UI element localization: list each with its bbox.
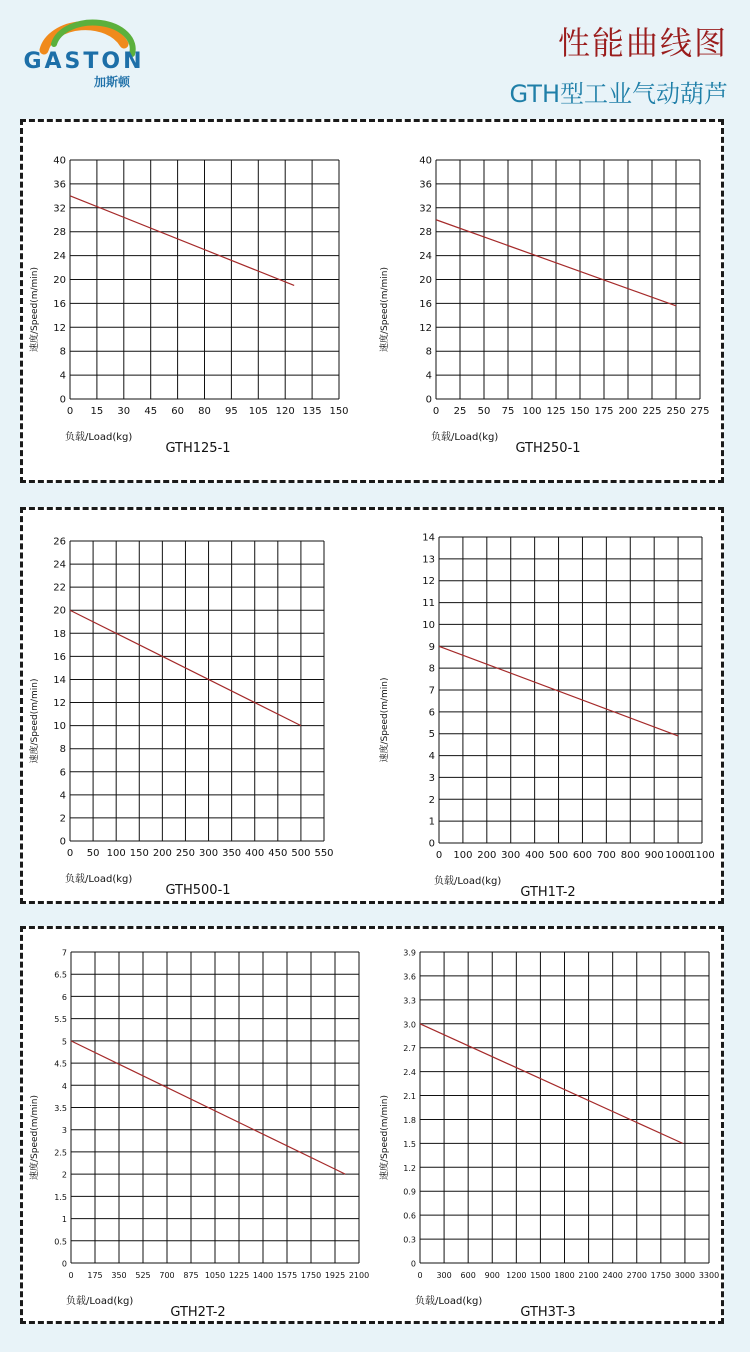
y-axis-label: 速度/Speed(m/min) [30,1094,40,1181]
chart-title: GTH2T-2 [170,1305,226,1320]
x-tick-label: 500 [291,848,311,859]
x-tick-label: 135 [302,406,322,417]
y-tick-label: 1 [61,1215,67,1225]
page-header [0,0,750,112]
y-tick-label: 6.5 [54,970,67,980]
y-tick-label: 6 [428,707,435,719]
x-tick-label: 1050 [204,1271,226,1280]
y-axis-label: 速度/Speed(m/min) [380,1094,390,1181]
chart-gth125-1 [23,122,373,480]
x-tick-label: 900 [644,850,664,861]
y-tick-label: 2.7 [403,1044,416,1054]
chart-title: GTH250-1 [515,441,581,456]
y-tick-label: 6 [61,992,67,1002]
y-tick-label: 0.5 [54,1237,67,1247]
y-tick-label: 22 [53,582,66,594]
x-tick-label: 60 [171,406,184,417]
y-tick-label: 32 [53,203,66,215]
x-tick-label: 75 [501,406,515,417]
y-tick-label: 20 [53,275,66,286]
y-tick-label: 40 [53,155,66,167]
y-tick-label: 40 [419,155,432,167]
x-tick-label: 1500 [530,1271,551,1280]
x-tick-label: 550 [314,848,334,859]
y-tick-label: 0 [428,838,435,850]
x-tick-label: 0 [435,850,443,861]
x-tick-label: 300 [198,848,219,859]
y-tick-label: 24 [419,251,432,263]
y-tick-label: 16 [53,298,66,310]
y-tick-label: 7 [61,948,67,958]
y-tick-label: 3.0 [403,1020,416,1030]
x-tick-label: 175 [594,406,614,417]
y-tick-label: 4 [59,790,66,802]
y-tick-label: 14 [422,532,435,544]
x-tick-label: 600 [460,1271,476,1280]
y-tick-label: 6 [59,767,66,779]
x-tick-label: 1200 [506,1271,527,1280]
x-tick-label: 95 [225,406,238,417]
x-tick-label: 700 [159,1271,175,1280]
y-tick-label: 0 [61,1259,67,1269]
x-tick-label: 0 [417,1271,423,1280]
x-tick-label: 30 [117,406,131,417]
y-tick-label: 9 [428,641,435,653]
gaston-logo [14,14,154,94]
y-tick-label: 28 [53,227,66,239]
x-tick-label: 1750 [300,1271,322,1280]
x-tick-label: 200 [152,848,172,859]
y-tick-label: 2 [61,1170,67,1180]
y-tick-label: 0 [59,394,66,406]
x-tick-label: 80 [198,406,211,417]
chart-gth1t-2 [373,510,723,901]
y-tick-label: 5.5 [54,1015,67,1025]
y-axis-label: 速度/Speed(m/min) [30,678,40,764]
x-tick-label: 800 [620,850,640,861]
panel-2 [20,507,724,904]
x-tick-label: 175 [87,1271,103,1280]
x-tick-label: 0 [66,848,74,859]
x-tick-label: 105 [248,406,268,417]
y-tick-label: 12 [422,576,435,588]
x-axis-label: 负载/Load(kg) [65,874,133,885]
x-tick-label: 100 [453,850,473,861]
x-tick-label: 525 [135,1271,151,1280]
chart-title: GTH3T-3 [520,1305,576,1320]
x-tick-label: 2400 [602,1271,623,1280]
x-tick-label: 100 [522,406,542,417]
y-tick-label: 11 [422,598,435,610]
y-tick-label: 1.5 [54,1192,67,1202]
x-tick-label: 3000 [674,1271,696,1280]
x-tick-label: 300 [436,1271,452,1280]
y-tick-label: 16 [53,651,66,663]
y-tick-label: 4.5 [54,1059,67,1069]
x-tick-label: 2100 [348,1271,370,1280]
x-axis-label: 负载/Load(kg) [415,1296,483,1307]
y-tick-label: 16 [419,298,432,310]
chart-title: GTH1T-2 [520,885,576,900]
x-tick-label: 45 [144,406,158,417]
chart-title: GTH500-1 [165,883,231,898]
y-tick-label: 32 [419,203,432,215]
chart-gth250-1 [373,122,723,480]
y-tick-label: 3 [428,772,435,784]
x-tick-label: 1100 [689,850,715,861]
y-tick-label: 2.4 [403,1068,416,1078]
x-tick-label: 50 [477,406,491,417]
y-tick-label: 20 [53,605,66,617]
y-tick-label: 8 [59,346,66,358]
x-tick-label: 1750 [650,1271,672,1280]
x-tick-label: 250 [175,848,196,859]
y-tick-label: 3.9 [403,948,416,958]
y-tick-label: 0.3 [403,1235,416,1245]
y-tick-label: 10 [422,619,435,631]
y-tick-label: 4 [61,1081,67,1091]
y-tick-label: 18 [53,628,66,640]
chart-gth500-1 [23,510,373,901]
y-tick-label: 0 [59,836,66,848]
x-axis-label: 负载/Load(kg) [431,432,499,443]
x-tick-label: 400 [245,848,265,859]
y-tick-label: 4 [425,370,432,382]
x-tick-label: 200 [618,406,638,417]
x-tick-label: 125 [546,406,566,417]
page-title: 性能曲线图 [557,24,728,62]
series-line [70,196,294,286]
x-tick-label: 25 [453,406,467,417]
x-tick-label: 350 [222,848,242,859]
x-tick-label: 0 [432,406,440,417]
x-tick-label: 1400 [252,1271,274,1280]
x-tick-label: 250 [666,406,686,417]
x-tick-label: 350 [111,1271,127,1280]
x-tick-label: 600 [572,850,593,861]
y-tick-label: 0 [425,394,432,406]
y-tick-label: 1.8 [403,1115,416,1125]
y-axis-label: 速度/Speed(m/min) [30,266,40,353]
y-tick-label: 28 [419,227,432,239]
x-tick-label: 500 [548,850,569,861]
x-tick-label: 1225 [228,1271,250,1280]
y-tick-label: 3.6 [403,972,416,982]
x-tick-label: 0 [68,1271,74,1280]
y-tick-label: 36 [53,179,66,191]
logo-cn: 加斯顿 [93,75,131,89]
x-tick-label: 400 [525,850,545,861]
y-tick-label: 10 [53,721,66,733]
y-tick-label: 12 [419,322,432,334]
y-axis-label: 速度/Speed(m/min) [380,266,390,353]
logo-text: GASTON [23,49,145,74]
panel-3 [20,926,724,1324]
x-tick-label: 3300 [698,1271,720,1280]
x-axis-label: 负载/Load(kg) [66,1296,134,1307]
x-tick-label: 150 [129,848,149,859]
y-tick-label: 4 [428,751,435,763]
y-tick-label: 2.1 [403,1092,416,1102]
x-tick-label: 0 [66,406,74,417]
x-tick-label: 200 [477,850,497,861]
y-tick-label: 20 [419,275,432,286]
x-tick-label: 2700 [626,1271,647,1280]
x-tick-label: 50 [86,848,100,859]
x-tick-label: 150 [329,406,349,417]
x-tick-label: 450 [268,848,288,859]
y-tick-label: 12 [53,322,66,334]
y-tick-label: 1 [428,816,435,828]
y-tick-label: 5 [428,729,435,741]
x-tick-label: 120 [275,406,295,417]
y-tick-label: 2 [428,794,435,806]
y-tick-label: 0.9 [403,1187,416,1197]
y-axis-label: 速度/Speed(m/min) [380,677,390,763]
x-tick-label: 275 [690,406,710,417]
x-tick-label: 1925 [324,1271,346,1280]
y-tick-label: 24 [53,559,66,571]
series-line [420,1024,683,1144]
y-tick-label: 0 [410,1259,416,1269]
y-tick-label: 13 [422,554,435,566]
y-tick-label: 4 [59,370,66,382]
x-tick-label: 2100 [578,1271,599,1280]
y-tick-label: 26 [53,536,66,548]
x-tick-label: 225 [642,406,662,417]
y-tick-label: 2.5 [54,1148,67,1158]
x-tick-label: 100 [106,848,126,859]
y-tick-label: 3.5 [54,1104,67,1113]
y-tick-label: 24 [53,251,66,263]
y-tick-label: 12 [53,698,66,710]
chart-gth2t-2 [23,929,373,1321]
x-tick-label: 300 [501,850,521,861]
x-axis-label: 负载/Load(kg) [65,432,133,443]
y-tick-label: 3 [61,1126,67,1136]
x-tick-label: 15 [90,406,104,417]
x-tick-label: 150 [570,406,590,417]
y-tick-label: 3.3 [403,996,416,1006]
x-tick-label: 900 [484,1271,500,1280]
panel-1 [20,119,724,483]
x-tick-label: 1800 [554,1271,575,1280]
chart-gth3t-3 [373,929,723,1321]
y-tick-label: 8 [428,663,435,675]
y-tick-label: 7 [428,685,435,697]
y-tick-label: 36 [419,179,432,191]
y-tick-label: 8 [425,346,432,358]
x-tick-label: 1575 [276,1271,298,1280]
x-tick-label: 875 [183,1271,199,1280]
page-subtitle: GTH型工业气动葫芦 [509,80,728,108]
y-tick-label: 1.5 [403,1139,416,1149]
chart-title: GTH125-1 [165,441,231,456]
y-tick-label: 1.2 [403,1163,416,1173]
x-tick-label: 1000 [665,850,691,861]
x-axis-label: 负载/Load(kg) [434,876,502,887]
y-tick-label: 14 [53,674,66,686]
y-tick-label: 8 [59,744,66,756]
y-tick-label: 5 [61,1037,67,1047]
y-tick-label: 0.6 [403,1211,416,1221]
x-tick-label: 700 [596,850,616,861]
y-tick-label: 2 [59,813,66,825]
